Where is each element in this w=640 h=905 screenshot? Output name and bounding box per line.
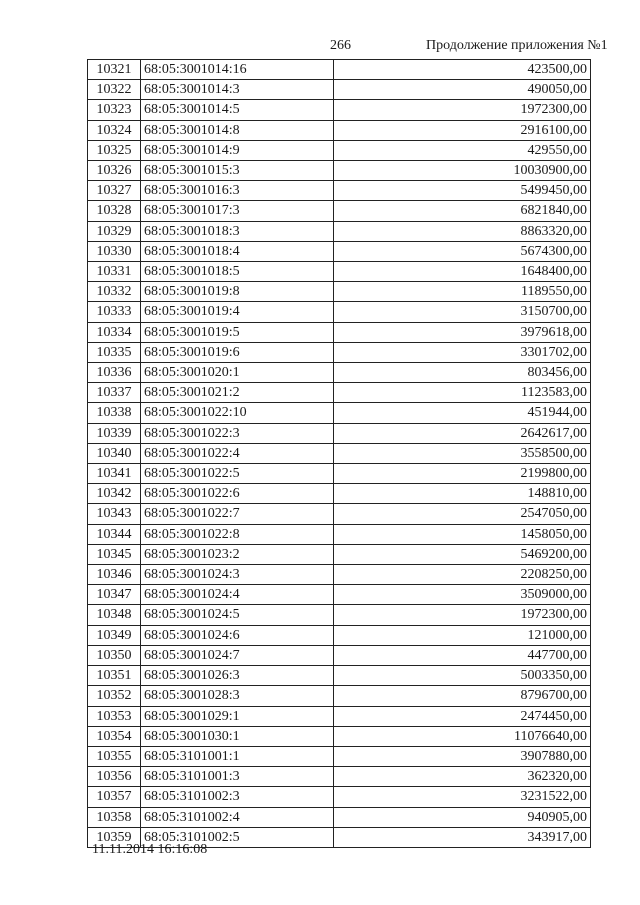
row-number: 10335 — [88, 342, 141, 362]
cadastral-value: 2199800,00 — [334, 464, 591, 484]
cadastral-number: 68:05:3001017:3 — [141, 201, 334, 221]
table-row — [88, 464, 591, 484]
row-number: 10357 — [88, 787, 141, 807]
cadastral-number: 68:05:3001018:3 — [141, 221, 334, 241]
table-row — [88, 666, 591, 686]
row-number: 10347 — [88, 585, 141, 605]
table-row — [88, 140, 591, 160]
cadastral-number: 68:05:3001026:3 — [141, 666, 334, 686]
table-row — [88, 443, 591, 463]
cadastral-number: 68:05:3001022:8 — [141, 524, 334, 544]
row-number: 10330 — [88, 241, 141, 261]
table-row — [88, 787, 591, 807]
cadastral-value: 2642617,00 — [334, 423, 591, 443]
table-row — [88, 605, 591, 625]
table-row — [88, 423, 591, 443]
table-row — [88, 80, 591, 100]
cadastral-value: 1123583,00 — [334, 383, 591, 403]
row-number: 10340 — [88, 443, 141, 463]
cadastral-number: 68:05:3001029:1 — [141, 706, 334, 726]
table-row — [88, 181, 591, 201]
row-number: 10331 — [88, 262, 141, 282]
cadastral-number: 68:05:3001022:10 — [141, 403, 334, 423]
table-row — [88, 241, 591, 261]
cadastral-value: 2916100,00 — [334, 120, 591, 140]
row-number: 10339 — [88, 423, 141, 443]
row-number: 10344 — [88, 524, 141, 544]
cadastral-number: 68:05:3001014:5 — [141, 100, 334, 120]
cadastral-value: 343917,00 — [334, 827, 591, 847]
table-row — [88, 322, 591, 342]
row-number: 10359 — [88, 827, 141, 847]
cadastral-value: 6821840,00 — [334, 201, 591, 221]
cadastral-value: 3907880,00 — [334, 746, 591, 766]
cadastral-value: 2547050,00 — [334, 504, 591, 524]
cadastral-value: 8796700,00 — [334, 686, 591, 706]
row-number: 10355 — [88, 746, 141, 766]
cadastral-value: 1189550,00 — [334, 282, 591, 302]
cadastral-value: 5674300,00 — [334, 241, 591, 261]
cadastral-value: 940905,00 — [334, 807, 591, 827]
row-number: 10343 — [88, 504, 141, 524]
row-number: 10323 — [88, 100, 141, 120]
row-number: 10351 — [88, 666, 141, 686]
row-number: 10327 — [88, 181, 141, 201]
cadastral-value: 3979618,00 — [334, 322, 591, 342]
cadastral-number: 68:05:3101001:1 — [141, 746, 334, 766]
cadastral-number: 68:05:3001020:1 — [141, 363, 334, 383]
table-row — [88, 524, 591, 544]
row-number: 10358 — [88, 807, 141, 827]
cadastral-number: 68:05:3001023:2 — [141, 544, 334, 564]
table-row — [88, 565, 591, 585]
cadastral-number: 68:05:3001030:1 — [141, 726, 334, 746]
row-number: 10334 — [88, 322, 141, 342]
cadastral-number: 68:05:3001018:4 — [141, 241, 334, 261]
table-row — [88, 686, 591, 706]
cadastral-number: 68:05:3001014:16 — [141, 60, 334, 80]
cadastral-value: 1972300,00 — [334, 100, 591, 120]
continuation-title: Продолжение приложения №1 — [426, 38, 608, 53]
row-number: 10326 — [88, 161, 141, 181]
cadastral-number: 68:05:3001022:4 — [141, 443, 334, 463]
table-row — [88, 262, 591, 282]
row-number: 10352 — [88, 686, 141, 706]
cadastral-value: 5469200,00 — [334, 544, 591, 564]
table-row — [88, 60, 591, 80]
cadastral-number: 68:05:3001019:6 — [141, 342, 334, 362]
row-number: 10324 — [88, 120, 141, 140]
row-number: 10350 — [88, 645, 141, 665]
cadastral-number: 68:05:3001024:7 — [141, 645, 334, 665]
cadastral-value: 3558500,00 — [334, 443, 591, 463]
cadastral-value: 3301702,00 — [334, 342, 591, 362]
cadastral-value: 1458050,00 — [334, 524, 591, 544]
cadastral-number: 68:05:3001019:4 — [141, 302, 334, 322]
cadastral-number: 68:05:3101002:3 — [141, 787, 334, 807]
cadastral-value: 5003350,00 — [334, 666, 591, 686]
cadastral-value: 10030900,00 — [334, 161, 591, 181]
cadastral-value: 451944,00 — [334, 403, 591, 423]
row-number: 10345 — [88, 544, 141, 564]
cadastral-number: 68:05:3001024:6 — [141, 625, 334, 645]
table-row — [88, 100, 591, 120]
row-number: 10325 — [88, 140, 141, 160]
table-row — [88, 484, 591, 504]
cadastral-number: 68:05:3001024:4 — [141, 585, 334, 605]
cadastral-value: 2208250,00 — [334, 565, 591, 585]
table-row — [88, 645, 591, 665]
row-number: 10356 — [88, 767, 141, 787]
table-body — [88, 60, 591, 848]
cadastral-value: 3509000,00 — [334, 585, 591, 605]
cadastral-value: 447700,00 — [334, 645, 591, 665]
data-table — [87, 59, 591, 848]
cadastral-value: 423500,00 — [334, 60, 591, 80]
table-row — [88, 363, 591, 383]
table-row — [88, 161, 591, 181]
row-number: 10341 — [88, 464, 141, 484]
row-number: 10337 — [88, 383, 141, 403]
cadastral-number: 68:05:3001019:5 — [141, 322, 334, 342]
cadastral-value: 3231522,00 — [334, 787, 591, 807]
cadastral-number: 68:05:3001022:7 — [141, 504, 334, 524]
row-number: 10353 — [88, 706, 141, 726]
row-number: 10333 — [88, 302, 141, 322]
table-row — [88, 383, 591, 403]
row-number: 10354 — [88, 726, 141, 746]
table-row — [88, 221, 591, 241]
cadastral-number: 68:05:3001016:3 — [141, 181, 334, 201]
cadastral-value: 490050,00 — [334, 80, 591, 100]
cadastral-number: 68:05:3101002:5 — [141, 827, 334, 847]
table-row — [88, 302, 591, 322]
row-number: 10336 — [88, 363, 141, 383]
row-number: 10342 — [88, 484, 141, 504]
cadastral-number: 68:05:3001014:8 — [141, 120, 334, 140]
cadastral-value: 1972300,00 — [334, 605, 591, 625]
cadastral-number: 68:05:3001024:5 — [141, 605, 334, 625]
table-row — [88, 120, 591, 140]
cadastral-value: 11076640,00 — [334, 726, 591, 746]
cadastral-value: 3150700,00 — [334, 302, 591, 322]
cadastral-number: 68:05:3001015:3 — [141, 161, 334, 181]
table-row — [88, 746, 591, 766]
row-number: 10348 — [88, 605, 141, 625]
cadastral-number: 68:05:3101002:4 — [141, 807, 334, 827]
cadastral-number: 68:05:3001018:5 — [141, 262, 334, 282]
row-number: 10338 — [88, 403, 141, 423]
table-row — [88, 201, 591, 221]
table-row — [88, 625, 591, 645]
cadastral-value: 1648400,00 — [334, 262, 591, 282]
cadastral-value: 148810,00 — [334, 484, 591, 504]
table-row — [88, 403, 591, 423]
row-number: 10322 — [88, 80, 141, 100]
page-number: 266 — [330, 38, 351, 53]
table-row — [88, 726, 591, 746]
cadastral-value: 8863320,00 — [334, 221, 591, 241]
row-number: 10346 — [88, 565, 141, 585]
cadastral-number: 68:05:3001014:3 — [141, 80, 334, 100]
table-row — [88, 706, 591, 726]
cadastral-number: 68:05:3001022:5 — [141, 464, 334, 484]
table-row — [88, 282, 591, 302]
row-number: 10349 — [88, 625, 141, 645]
cadastral-value: 5499450,00 — [334, 181, 591, 201]
cadastral-value: 429550,00 — [334, 140, 591, 160]
row-number: 10328 — [88, 201, 141, 221]
cadastral-number: 68:05:3101001:3 — [141, 767, 334, 787]
table-row — [88, 585, 591, 605]
cadastral-number: 68:05:3001019:8 — [141, 282, 334, 302]
cadastral-number: 68:05:3001014:9 — [141, 140, 334, 160]
table-row — [88, 807, 591, 827]
table-row — [88, 504, 591, 524]
footer-timestamp: 11.11.2014 16:16:08 — [92, 842, 208, 857]
cadastral-value: 2474450,00 — [334, 706, 591, 726]
table-row — [88, 544, 591, 564]
cadastral-value: 803456,00 — [334, 363, 591, 383]
table-row — [88, 767, 591, 787]
cadastral-number: 68:05:3001024:3 — [141, 565, 334, 585]
row-number: 10321 — [88, 60, 141, 80]
cadastral-number: 68:05:3001022:6 — [141, 484, 334, 504]
table-row — [88, 342, 591, 362]
cadastral-value: 362320,00 — [334, 767, 591, 787]
cadastral-number: 68:05:3001021:2 — [141, 383, 334, 403]
row-number: 10329 — [88, 221, 141, 241]
row-number: 10332 — [88, 282, 141, 302]
cadastral-number: 68:05:3001028:3 — [141, 686, 334, 706]
cadastral-value: 121000,00 — [334, 625, 591, 645]
cadastral-number: 68:05:3001022:3 — [141, 423, 334, 443]
